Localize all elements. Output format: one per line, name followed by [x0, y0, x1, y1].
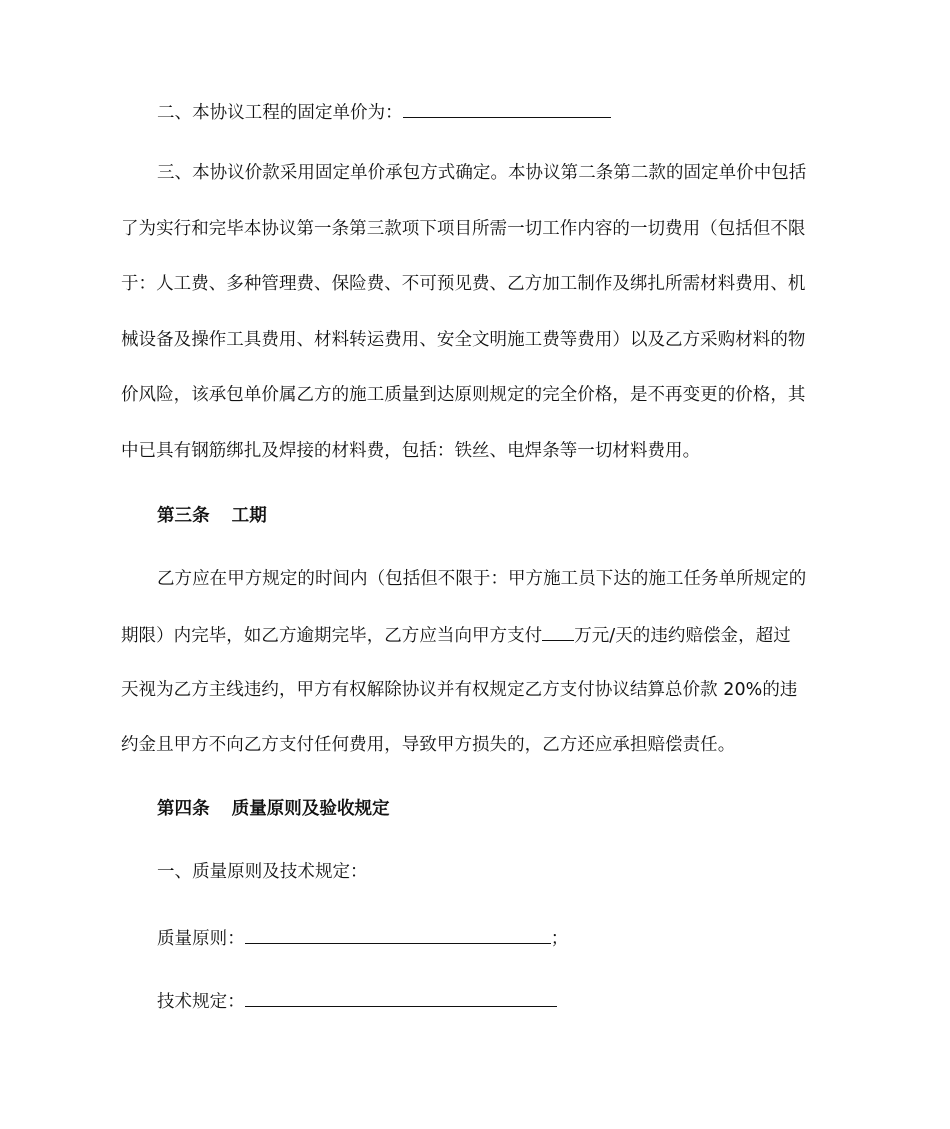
article-3-number: 第三条 — [157, 506, 210, 526]
period-paragraph-line-4: 约金且甲方不向乙方支付任何费用，导致甲方损失的，乙方还应承担赔偿责任。 — [121, 735, 736, 755]
article-4-number: 第四条 — [157, 799, 210, 819]
clause-fixed-unit-price — [157, 99, 877, 125]
period-line-2-before: 期限）内完毕，如乙方逾期完毕，乙方应当向甲方支付 — [121, 626, 543, 646]
period-paragraph-line-1: 乙方应在甲方规定的时间内（包括但不限于：甲方施工员下达的施工任务单所规定的 — [157, 569, 807, 589]
quality-standard-line — [157, 925, 877, 951]
article-3-heading — [157, 504, 877, 528]
pricing-paragraph-line-5: 价风险，该承包单价属乙方的施工质量到达原则规定的完全价格，是不再变更的价格，其 — [121, 385, 806, 405]
fixed-unit-price-blank — [403, 99, 611, 118]
article-4-heading — [157, 797, 877, 821]
pricing-paragraph-line-6: 中已具有钢筋绑扎及焊接的材料费，包括：铁丝、电焊条等一切材料费用。 — [121, 441, 701, 461]
pricing-paragraph-line-2: 了为实行和完毕本协议第一条第三款项下项目所需一切工作内容的一切费用（包括但不限 — [121, 219, 806, 239]
pricing-paragraph-line-1: 三、本协议价款采用固定单价承包方式确定。本协议第二条第二款的固定单价中包括 — [157, 163, 807, 183]
quality-standard-end: ； — [550, 929, 569, 949]
pricing-paragraph-line-3: 于：人工费、多种管理费、保险费、不可预见费、乙方加工制作及绑扎所需材料费用、机 — [121, 274, 806, 294]
period-paragraph-line-2 — [121, 622, 841, 648]
tech-requirement-label: 技术规定： — [157, 992, 245, 1012]
quality-standard-blank — [245, 925, 551, 944]
penalty-amount-blank — [542, 622, 574, 641]
quality-subsection-heading: 一、质量原则及技术规定： — [157, 862, 368, 882]
article-4-title: 质量原则及验收规定 — [231, 799, 390, 819]
tech-requirement-line — [157, 988, 877, 1014]
tech-requirement-blank — [245, 988, 557, 1007]
period-paragraph-line-3: 天视为乙方主线违约，甲方有权解除协议并有权规定乙方支付协议结算总价款 20%的违 — [121, 680, 798, 700]
period-line-2-after: 万元/天的违约赔偿金，超过 — [574, 626, 791, 646]
quality-standard-label: 质量原则： — [157, 929, 245, 949]
fixed-unit-price-label: 二、本协议工程的固定单价为： — [157, 103, 403, 123]
article-3-title: 工期 — [231, 506, 267, 526]
pricing-paragraph-line-4: 械设备及操作工具费用、材料转运费用、安全文明施工费等费用）以及乙方采购材料的物 — [121, 330, 806, 350]
